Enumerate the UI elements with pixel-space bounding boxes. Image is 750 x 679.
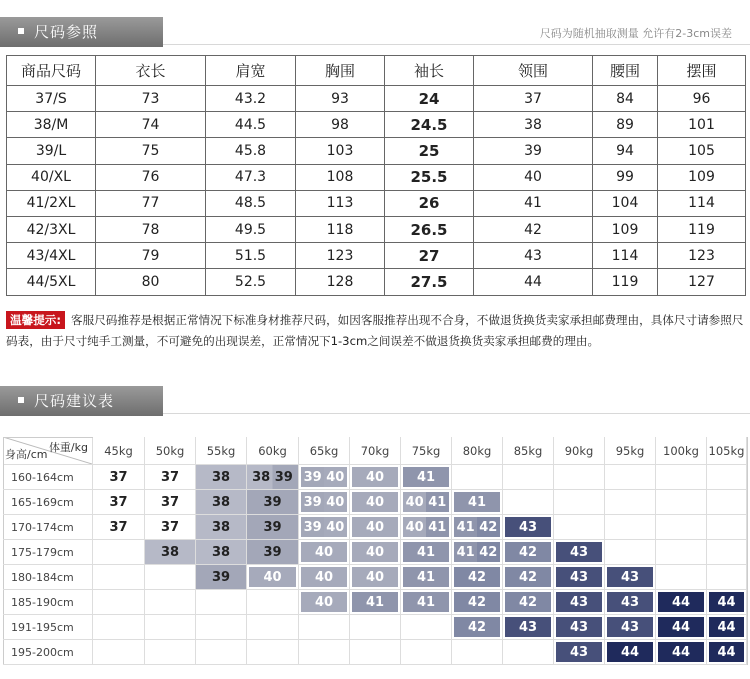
grid-cell (503, 540, 554, 565)
grid-cell (196, 465, 247, 490)
grid-cell (299, 490, 350, 515)
table-cell: 44 (474, 269, 593, 295)
weight-header: 55kg (196, 437, 247, 465)
table-cell: 77 (96, 190, 206, 216)
height-header: 160-164cm (3, 465, 93, 490)
grid-cell (350, 565, 401, 590)
suggested-size: 37 (160, 469, 180, 485)
section-header-size-reference (0, 17, 750, 47)
table-cell: 113 (296, 190, 385, 216)
height-header: 195-200cm (3, 640, 93, 665)
height-header: 185-190cm (3, 590, 93, 615)
grid-cell (247, 465, 299, 490)
grid-cell (707, 540, 747, 565)
grid-cell (554, 515, 605, 540)
grid-cell (401, 465, 452, 490)
table-row (7, 112, 746, 138)
grid-cell (503, 590, 554, 615)
table-cell: 74 (96, 112, 206, 138)
suggested-size: 43 (620, 594, 640, 610)
table-cell: 41 (474, 190, 593, 216)
divider (163, 413, 750, 414)
table-cell: 93 (296, 86, 385, 112)
grid-cell (145, 615, 196, 640)
grid-cell (452, 640, 503, 665)
grid-cell (350, 540, 401, 565)
table-cell: 48.5 (206, 190, 296, 216)
grid-cell (145, 490, 196, 515)
grid-cell (247, 540, 299, 565)
suggested-size: 44 (671, 594, 691, 610)
grid-cell (503, 515, 554, 540)
table-cell: 27 (385, 243, 474, 269)
suggested-size: 41 42 (456, 519, 498, 535)
table-cell: 47.3 (206, 164, 296, 190)
table-row (7, 243, 746, 269)
suggested-size: 39 40 (303, 469, 345, 485)
suggested-size: 43 (569, 594, 589, 610)
grid-cell (503, 490, 554, 515)
section-title-text: 尺码参照 (34, 23, 99, 41)
suggested-size: 40 (314, 544, 334, 560)
grid-cell (707, 590, 747, 615)
weight-header: 85kg (503, 437, 554, 465)
grid-cell (656, 465, 707, 490)
suggested-size: 44 (671, 644, 691, 660)
suggested-size: 39 (263, 494, 282, 510)
suggested-size: 40 (365, 519, 385, 535)
grid-cell (196, 615, 247, 640)
measurement-note: 尺码为随机抽取测量 允许有2-3cm误差 (539, 27, 732, 40)
column-header: 商品尺码 (7, 56, 96, 86)
table-cell: 94 (593, 138, 658, 164)
suggested-size: 40 41 (405, 519, 447, 535)
grid-cell (656, 640, 707, 665)
grid-cell (452, 465, 503, 490)
grid-cell (605, 590, 656, 615)
table-cell: 37/S (7, 86, 96, 112)
suggested-size: 38 (211, 494, 231, 510)
suggested-size: 39 (263, 519, 282, 535)
table-cell: 114 (658, 190, 746, 216)
table-row (7, 269, 746, 295)
column-header: 衣长 (96, 56, 206, 86)
suggested-size: 41 (467, 494, 487, 510)
table-cell: 96 (658, 86, 746, 112)
grid-cell (196, 490, 247, 515)
square-bullet-icon (18, 397, 24, 403)
grid-cell (605, 615, 656, 640)
grid-cell (196, 565, 247, 590)
grid-cell (350, 640, 401, 665)
table-cell: 44/5XL (7, 269, 96, 295)
table-cell: 79 (96, 243, 206, 269)
suggested-size: 37 (160, 519, 180, 535)
column-header: 摆围 (658, 56, 746, 86)
table-cell: 42/3XL (7, 216, 96, 242)
suggested-size: 44 (717, 644, 736, 660)
grid-cell (145, 540, 196, 565)
grid-cell (452, 490, 503, 515)
height-header: 170-174cm (3, 515, 93, 540)
table-cell: 119 (593, 269, 658, 295)
table-cell: 40 (474, 164, 593, 190)
weight-header: 75kg (401, 437, 452, 465)
suggested-size: 39 (211, 569, 231, 585)
grid-cell (656, 540, 707, 565)
suggested-size: 43 (518, 619, 538, 635)
suggested-size: 40 (314, 594, 334, 610)
table-cell: 26.5 (385, 216, 474, 242)
grid-cell (299, 640, 350, 665)
grid-cell (196, 590, 247, 615)
table-cell: 24 (385, 86, 474, 112)
table-cell: 27.5 (385, 269, 474, 295)
grid-cell (401, 540, 452, 565)
grid-cell (299, 615, 350, 640)
grid-cell (299, 465, 350, 490)
grid-cell (707, 640, 747, 665)
height-header: 175-179cm (3, 540, 93, 565)
grid-cell (554, 590, 605, 615)
suggested-size: 37 (160, 494, 180, 510)
grid-cell (93, 465, 145, 490)
grid-cell (299, 540, 350, 565)
suggested-size: 44 (620, 644, 640, 660)
suggested-size: 42 (467, 619, 487, 635)
grid-cell (707, 565, 747, 590)
grid-cell (707, 615, 747, 640)
column-header: 袖长 (385, 56, 474, 86)
suggested-size: 40 (263, 569, 282, 585)
grid-cell (554, 565, 605, 590)
grid-cell (707, 490, 747, 515)
grid-cell (401, 515, 452, 540)
height-header: 165-169cm (3, 490, 93, 515)
table-cell: 39 (474, 138, 593, 164)
grid-cell (145, 640, 196, 665)
grid-cell (707, 465, 747, 490)
table-cell: 38/M (7, 112, 96, 138)
weight-header: 95kg (605, 437, 656, 465)
weight-header: 80kg (452, 437, 503, 465)
grid-cell (196, 515, 247, 540)
grid-cell (350, 590, 401, 615)
grid-cell (503, 640, 554, 665)
grid-cell (196, 540, 247, 565)
grid-cell (401, 490, 452, 515)
suggested-size: 38 (211, 469, 231, 485)
table-cell: 123 (296, 243, 385, 269)
grid-cell (401, 590, 452, 615)
grid-cell (605, 515, 656, 540)
table-cell: 38 (474, 112, 593, 138)
table-cell: 119 (658, 216, 746, 242)
table-cell: 25 (385, 138, 474, 164)
grid-cell (452, 615, 503, 640)
table-cell: 76 (96, 164, 206, 190)
tip-tag: 温馨提示: (6, 311, 65, 329)
grid-cell (93, 640, 145, 665)
grid-cell (93, 565, 145, 590)
table-cell: 127 (658, 269, 746, 295)
grid-cell (503, 615, 554, 640)
square-bullet-icon (18, 28, 24, 34)
grid-cell (554, 490, 605, 515)
table-cell: 37 (474, 86, 593, 112)
grid-cell (656, 515, 707, 540)
grid-cell (299, 565, 350, 590)
table-cell: 49.5 (206, 216, 296, 242)
suggested-size: 40 (365, 569, 385, 585)
grid-cell (605, 490, 656, 515)
grid-cell (452, 565, 503, 590)
table-cell: 75 (96, 138, 206, 164)
weight-header: 45kg (93, 437, 145, 465)
suggested-size: 38 (211, 519, 231, 535)
table-row (7, 190, 746, 216)
suggested-size: 42 (518, 569, 538, 585)
table-cell: 99 (593, 164, 658, 190)
table-cell: 78 (96, 216, 206, 242)
suggested-size: 39 40 (303, 519, 345, 535)
suggested-size: 44 (717, 594, 736, 610)
suggested-size: 39 (263, 544, 282, 560)
suggested-size: 43 (569, 569, 589, 585)
grid-cell (299, 590, 350, 615)
column-header: 胸围 (296, 56, 385, 86)
suggested-size: 43 (569, 644, 589, 660)
suggested-size: 43 (518, 519, 538, 535)
corner-height-label: 身高/cm (5, 448, 48, 461)
section-title (0, 386, 163, 416)
section-header-size-suggestion (0, 386, 750, 416)
suggested-size: 42 (518, 544, 538, 560)
table-cell: 42 (474, 216, 593, 242)
grid-cell (93, 515, 145, 540)
suggested-size: 43 (569, 544, 589, 560)
grid-cell (145, 465, 196, 490)
grid-cell (350, 515, 401, 540)
suggested-size: 41 42 (456, 544, 498, 560)
suggested-size: 40 41 (405, 494, 447, 510)
table-cell: 52.5 (206, 269, 296, 295)
table-cell: 103 (296, 138, 385, 164)
grid-cell (554, 540, 605, 565)
column-header: 领围 (474, 56, 593, 86)
table-row (7, 216, 746, 242)
grid-cell (656, 565, 707, 590)
table-cell: 39/L (7, 138, 96, 164)
table-cell: 43 (474, 243, 593, 269)
table-cell: 89 (593, 112, 658, 138)
height-header: 180-184cm (3, 565, 93, 590)
grid-cell (707, 515, 747, 540)
weight-header: 60kg (247, 437, 299, 465)
grid-cell (656, 590, 707, 615)
size-table-header (7, 56, 746, 86)
divider (163, 44, 750, 45)
table-cell: 24.5 (385, 112, 474, 138)
table-cell: 43/4XL (7, 243, 96, 269)
grid-cell (605, 640, 656, 665)
suggested-size: 43 (620, 619, 640, 635)
weight-header: 50kg (145, 437, 196, 465)
suggested-size: 42 (518, 594, 538, 610)
grid-cell (196, 640, 247, 665)
section-title-text: 尺码建议表 (34, 392, 115, 410)
column-header: 肩宽 (206, 56, 296, 86)
table-cell: 51.5 (206, 243, 296, 269)
table-cell: 109 (658, 164, 746, 190)
grid-cell (452, 515, 503, 540)
grid-cell (554, 465, 605, 490)
grid-cell (247, 640, 299, 665)
grid-cell (247, 515, 299, 540)
grid-cell (554, 615, 605, 640)
table-cell: 128 (296, 269, 385, 295)
grid-cell (503, 565, 554, 590)
table-cell: 104 (593, 190, 658, 216)
table-row (7, 164, 746, 190)
suggested-size: 38 39 (252, 469, 293, 485)
suggested-size: 41 (365, 594, 385, 610)
table-cell: 123 (658, 243, 746, 269)
table-cell: 73 (96, 86, 206, 112)
grid-cell (247, 490, 299, 515)
weight-header: 90kg (554, 437, 605, 465)
suggested-size: 44 (717, 619, 736, 635)
grid-cell (452, 540, 503, 565)
weight-header: 65kg (299, 437, 350, 465)
suggested-size: 41 (416, 469, 436, 485)
grid-cell (299, 515, 350, 540)
grid-cell (656, 490, 707, 515)
table-cell: 105 (658, 138, 746, 164)
grid-cell (145, 565, 196, 590)
suggested-size: 37 (109, 494, 128, 510)
grid-cell (401, 640, 452, 665)
height-header: 191-195cm (3, 615, 93, 640)
suggested-size: 44 (671, 619, 691, 635)
grid-cell (93, 490, 145, 515)
size-table (6, 55, 746, 296)
suggested-size: 42 (467, 594, 487, 610)
table-cell: 118 (296, 216, 385, 242)
table-row (7, 138, 746, 164)
size-suggestion-grid (3, 437, 748, 665)
table-cell: 109 (593, 216, 658, 242)
table-cell: 40/XL (7, 164, 96, 190)
corner-weight-label: 体重/kg (48, 441, 88, 454)
suggested-size: 40 (365, 544, 385, 560)
grid-cell (605, 465, 656, 490)
suggested-size: 38 (160, 544, 180, 560)
grid-cell (350, 490, 401, 515)
suggested-size: 37 (109, 519, 128, 535)
suggested-size: 41 (416, 594, 436, 610)
table-cell: 26 (385, 190, 474, 216)
suggested-size: 40 (365, 469, 385, 485)
table-cell: 84 (593, 86, 658, 112)
table-row (7, 86, 746, 112)
weight-header: 70kg (350, 437, 401, 465)
table-cell: 101 (658, 112, 746, 138)
suggested-size: 40 (314, 569, 334, 585)
table-cell: 98 (296, 112, 385, 138)
suggested-size: 43 (569, 619, 589, 635)
suggested-size: 43 (620, 569, 640, 585)
grid-cell (93, 615, 145, 640)
grid-cell (656, 615, 707, 640)
grid-cell (145, 515, 196, 540)
grid-cell (350, 615, 401, 640)
grid-cell (247, 590, 299, 615)
weight-header: 105kg (707, 437, 747, 465)
table-cell: 41/2XL (7, 190, 96, 216)
table-cell: 44.5 (206, 112, 296, 138)
grid-cell (93, 540, 145, 565)
section-title (0, 17, 163, 47)
table-cell: 80 (96, 269, 206, 295)
grid-cell (350, 465, 401, 490)
table-cell: 43.2 (206, 86, 296, 112)
suggested-size: 38 (211, 544, 231, 560)
table-cell: 45.8 (206, 138, 296, 164)
grid-cell (247, 615, 299, 640)
grid-cell (247, 565, 299, 590)
grid-cell (503, 465, 554, 490)
suggested-size: 41 (416, 569, 436, 585)
grid-cell (145, 590, 196, 615)
table-cell: 25.5 (385, 164, 474, 190)
suggested-size: 42 (467, 569, 487, 585)
grid-cell (605, 565, 656, 590)
grid-cell (401, 565, 452, 590)
table-cell: 108 (296, 164, 385, 190)
grid-cell (452, 590, 503, 615)
size-tip (6, 310, 746, 352)
suggested-size: 37 (109, 469, 128, 485)
column-header: 腰围 (593, 56, 658, 86)
grid-cell (554, 640, 605, 665)
tip-text: 客服尺码推荐是根据正常情况下标准身材推荐尺码，如因客服推荐出现不合身，不做退货换货卖家承担邮费理由，具体尺寸请参照尺码表，由于尺寸纯手工测量，不可避免的出现误差，正常情况下1-3cm之间误差不做退货换货卖家承担邮费的理由。 (6, 313, 744, 348)
grid-corner (3, 437, 93, 465)
table-cell: 114 (593, 243, 658, 269)
grid-cell (93, 590, 145, 615)
suggested-size: 39 40 (303, 494, 345, 510)
weight-header: 100kg (656, 437, 707, 465)
grid-cell (605, 540, 656, 565)
suggested-size: 40 (365, 494, 385, 510)
grid-cell (401, 615, 452, 640)
suggested-size: 41 (416, 544, 436, 560)
